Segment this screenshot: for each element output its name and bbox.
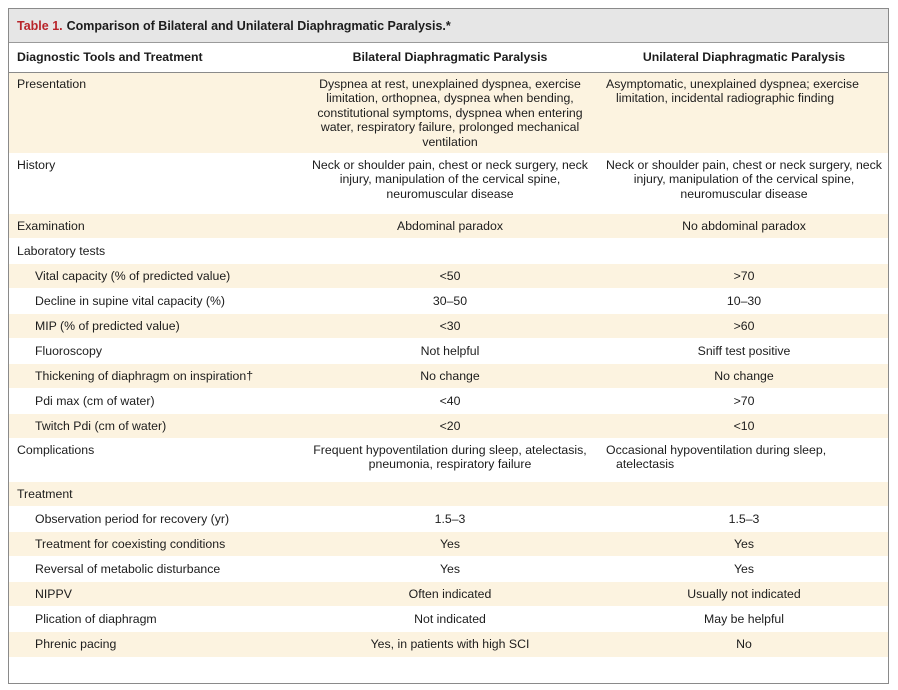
unilateral-cell: 1.5–3 <box>600 507 888 532</box>
table-row <box>9 73 888 154</box>
row-label: Reversal of metabolic disturbance <box>9 557 300 582</box>
table-row <box>9 264 888 289</box>
row-label: Pdi max (cm of water) <box>9 389 300 414</box>
bilateral-cell: 30–50 <box>300 289 600 314</box>
table-row <box>9 314 888 339</box>
table-row <box>9 339 888 364</box>
unilateral-cell: Usually not indicated <box>600 582 888 607</box>
bilateral-cell: <50 <box>300 264 600 289</box>
table-caption: Comparison of Bilateral and Unilateral Diaphragmatic Paralysis.* <box>66 18 451 33</box>
row-label: Examination <box>9 214 300 239</box>
row-label: NIPPV <box>9 582 300 607</box>
table-row <box>9 507 888 532</box>
unilateral-cell: Yes <box>600 557 888 582</box>
column-header-unilateral: Unilateral Diaphragmatic Paralysis <box>600 43 888 73</box>
unilateral-cell: Yes <box>600 532 888 557</box>
table-row <box>9 482 888 507</box>
row-label: Presentation <box>9 73 300 154</box>
row-label: Decline in supine vital capacity (%) <box>9 289 300 314</box>
row-label: Twitch Pdi (cm of water) <box>9 414 300 439</box>
bilateral-cell: Dyspnea at rest, unexplained dyspnea, exercise limitation, orthopnea, dyspnea when bending, constitutional symptoms, dyspnea when entering water, respiratory failure, prolonged mechanical ventilation <box>300 73 600 154</box>
table-row <box>9 364 888 389</box>
bilateral-cell: Often indicated <box>300 582 600 607</box>
bilateral-cell: Yes <box>300 557 600 582</box>
row-label: History <box>9 154 300 214</box>
table-row <box>9 532 888 557</box>
table-row <box>9 414 888 439</box>
column-header-bilateral: Bilateral Diaphragmatic Paralysis <box>300 43 600 73</box>
comparison-table <box>9 43 888 657</box>
table-row <box>9 239 888 264</box>
unilateral-cell: >70 <box>600 264 888 289</box>
header-row <box>9 43 888 73</box>
unilateral-text: Asymptomatic, unexplained dyspnea; exercise limitation, incidental radiographic finding <box>606 77 859 106</box>
table-row <box>9 582 888 607</box>
table-title <box>9 9 888 43</box>
row-label: Complications <box>9 439 300 482</box>
bilateral-cell: Frequent hypoventilation during sleep, atelectasis, pneumonia, respiratory failure <box>300 439 600 482</box>
table-row <box>9 389 888 414</box>
section-label: Laboratory tests <box>9 239 300 264</box>
unilateral-cell: Sniff test positive <box>600 339 888 364</box>
bilateral-cell: <40 <box>300 389 600 414</box>
bilateral-cell: No change <box>300 364 600 389</box>
bilateral-cell: Yes <box>300 532 600 557</box>
unilateral-cell: <10 <box>600 414 888 439</box>
bilateral-cell <box>300 239 600 264</box>
unilateral-text: Occasional hypoventilation during sleep, atelectasis <box>606 443 827 472</box>
row-label: Thickening of diaphragm on inspiration† <box>9 364 300 389</box>
bilateral-cell: <30 <box>300 314 600 339</box>
row-label: Fluoroscopy <box>9 339 300 364</box>
table-row <box>9 557 888 582</box>
bilateral-cell: 1.5–3 <box>300 507 600 532</box>
column-header-diagnostic-tools: Diagnostic Tools and Treatment <box>9 43 300 73</box>
bilateral-cell: Abdominal paradox <box>300 214 600 239</box>
unilateral-cell: No change <box>600 364 888 389</box>
unilateral-cell: No <box>600 632 888 657</box>
table-frame <box>8 8 889 684</box>
bilateral-cell: Yes, in patients with high SCI <box>300 632 600 657</box>
section-label: Treatment <box>9 482 300 507</box>
table-row <box>9 289 888 314</box>
table-row <box>9 214 888 239</box>
unilateral-cell <box>600 73 888 154</box>
row-label: Treatment for coexisting conditions <box>9 532 300 557</box>
unilateral-cell: May be helpful <box>600 607 888 632</box>
unilateral-cell: Neck or shoulder pain, chest or neck surgery, neck injury, manipulation of the cervical spine, neuromuscular disease <box>600 154 888 214</box>
unilateral-cell: >60 <box>600 314 888 339</box>
unilateral-cell: No abdominal paradox <box>600 214 888 239</box>
bilateral-cell: Not indicated <box>300 607 600 632</box>
row-label: Phrenic pacing <box>9 632 300 657</box>
unilateral-cell: 10–30 <box>600 289 888 314</box>
unilateral-cell <box>600 239 888 264</box>
bilateral-cell: Neck or shoulder pain, chest or neck surgery, neck injury, manipulation of the cervical spine, neuromuscular disease <box>300 154 600 214</box>
table-row <box>9 607 888 632</box>
row-label: MIP (% of predicted value) <box>9 314 300 339</box>
bilateral-cell: Not helpful <box>300 339 600 364</box>
unilateral-cell <box>600 439 888 482</box>
bilateral-cell: <20 <box>300 414 600 439</box>
table-row <box>9 154 888 214</box>
table-row <box>9 632 888 657</box>
table-number: Table 1. <box>17 18 63 33</box>
row-label: Plication of diaphragm <box>9 607 300 632</box>
unilateral-cell: >70 <box>600 389 888 414</box>
bilateral-cell <box>300 482 600 507</box>
table-row <box>9 439 888 482</box>
row-label: Vital capacity (% of predicted value) <box>9 264 300 289</box>
unilateral-cell <box>600 482 888 507</box>
row-label: Observation period for recovery (yr) <box>9 507 300 532</box>
